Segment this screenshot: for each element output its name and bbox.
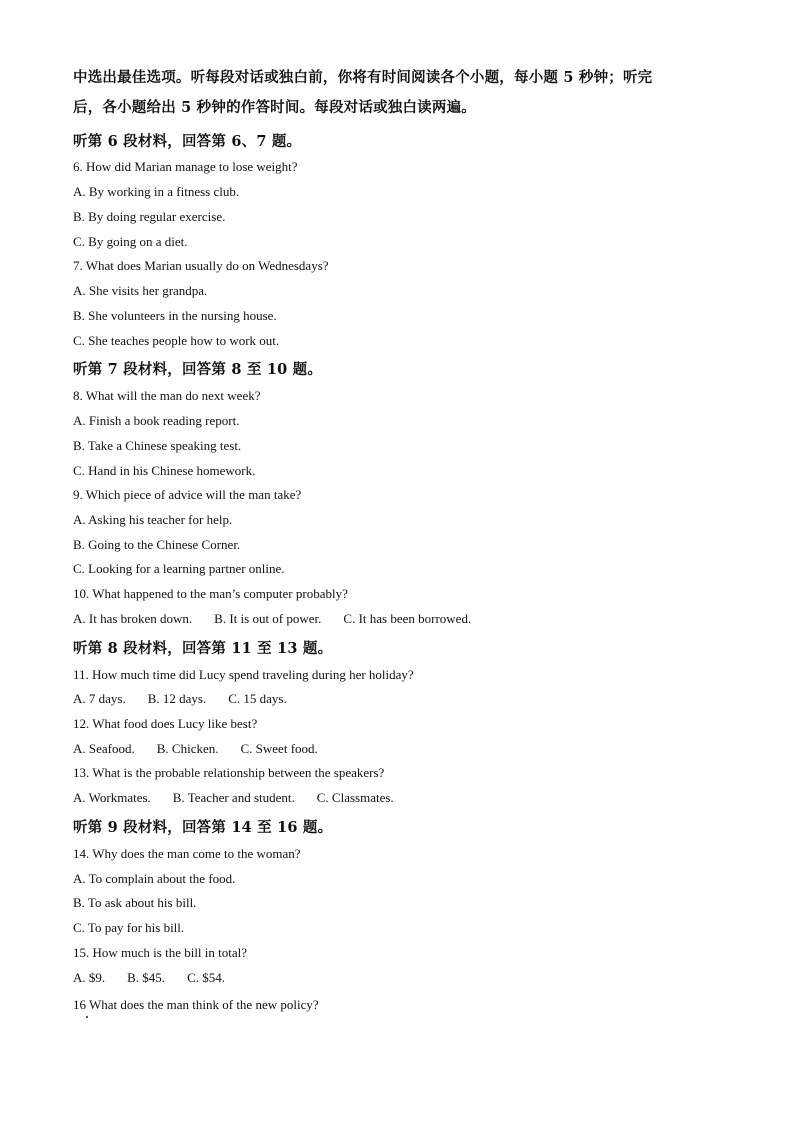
answer-option: B. Going to the Chinese Corner. bbox=[73, 537, 241, 552]
answer-options-row bbox=[73, 970, 225, 986]
answer-option: A. By working in a fitness club. bbox=[73, 184, 240, 199]
answer-option: C. Looking for a learning partner online. bbox=[73, 561, 285, 576]
answer-option: B. Teacher and student. bbox=[172, 790, 295, 805]
question-text: 10. What happened to the man’s computer probably? bbox=[73, 586, 348, 601]
instructions-line-1: 中选出最佳选项。听每段对话或独白前，你将有时间阅读各个小题，每小题 5 秒钟；听完 bbox=[73, 69, 653, 86]
answer-option: B. Take a Chinese speaking test. bbox=[73, 438, 242, 453]
question-text: 14. Why does the man come to the woman? bbox=[73, 846, 301, 861]
answer-options-row bbox=[73, 691, 287, 707]
answer-option: A. To complain about the food. bbox=[73, 871, 236, 886]
answer-option: A. Workmates. bbox=[73, 790, 151, 805]
stray-dot bbox=[86, 1016, 88, 1018]
answer-option: A. $9. bbox=[73, 970, 106, 985]
answer-option: C. Hand in his Chinese homework. bbox=[73, 463, 256, 478]
answer-option: A. She visits her grandpa. bbox=[73, 283, 208, 298]
question-text: 7. What does Marian usually do on Wednesdays? bbox=[73, 258, 329, 273]
answer-option: C. It has been borrowed. bbox=[343, 611, 472, 626]
answer-option: B. $45. bbox=[127, 970, 166, 985]
answer-option: B. It is out of power. bbox=[214, 611, 322, 626]
question-text: 16 What does the man think of the new policy? bbox=[73, 997, 319, 1012]
answer-option: C. To pay for his bill. bbox=[73, 920, 185, 935]
answer-option: B. Chicken. bbox=[156, 741, 219, 756]
answer-option: A. Finish a book reading report. bbox=[73, 413, 240, 428]
answer-options-row bbox=[73, 741, 318, 757]
question-text: 15. How much is the bill in total? bbox=[73, 945, 248, 960]
section-heading: 听第 6 段材料，回答第 6、7 题。 bbox=[73, 133, 302, 150]
section-heading: 听第 7 段材料，回答第 8 至 10 题。 bbox=[73, 361, 323, 378]
question-text: 13. What is the probable relationship between the speakers? bbox=[73, 765, 385, 780]
answer-option: C. Classmates. bbox=[316, 790, 394, 805]
question-text: 12. What food does Lucy like best? bbox=[73, 716, 258, 731]
answer-option: A. 7 days. bbox=[73, 691, 126, 706]
section-heading: 听第 9 段材料，回答第 14 至 16 题。 bbox=[73, 819, 333, 836]
question-text: 6. How did Marian manage to lose weight? bbox=[73, 159, 298, 174]
answer-option: C. Sweet food. bbox=[240, 741, 318, 756]
answer-option: B. She volunteers in the nursing house. bbox=[73, 308, 277, 323]
answer-option: C. By going on a diet. bbox=[73, 234, 188, 249]
answer-option: A. Asking his teacher for help. bbox=[73, 512, 233, 527]
instructions-line-2: 后，各小题给出 5 秒钟的作答时间。每段对话或独白读两遍。 bbox=[73, 99, 476, 116]
question-text: 11. How much time did Lucy spend traveling during her holiday? bbox=[73, 667, 414, 682]
answer-options-row bbox=[73, 790, 394, 806]
question-text: 9. Which piece of advice will the man take? bbox=[73, 487, 302, 502]
section-heading: 听第 8 段材料，回答第 11 至 13 题。 bbox=[73, 640, 333, 657]
answer-option: B. By doing regular exercise. bbox=[73, 209, 226, 224]
answer-option: B. To ask about his bill. bbox=[73, 895, 197, 910]
answer-option: B. 12 days. bbox=[147, 691, 207, 706]
answer-option: A. It has broken down. bbox=[73, 611, 193, 626]
answer-option: A. Seafood. bbox=[73, 741, 135, 756]
answer-options-row bbox=[73, 611, 471, 627]
answer-option: C. She teaches people how to work out. bbox=[73, 333, 280, 348]
answer-option: C. 15 days. bbox=[228, 691, 287, 706]
question-text: 8. What will the man do next week? bbox=[73, 388, 261, 403]
answer-option: C. $54. bbox=[187, 970, 225, 985]
